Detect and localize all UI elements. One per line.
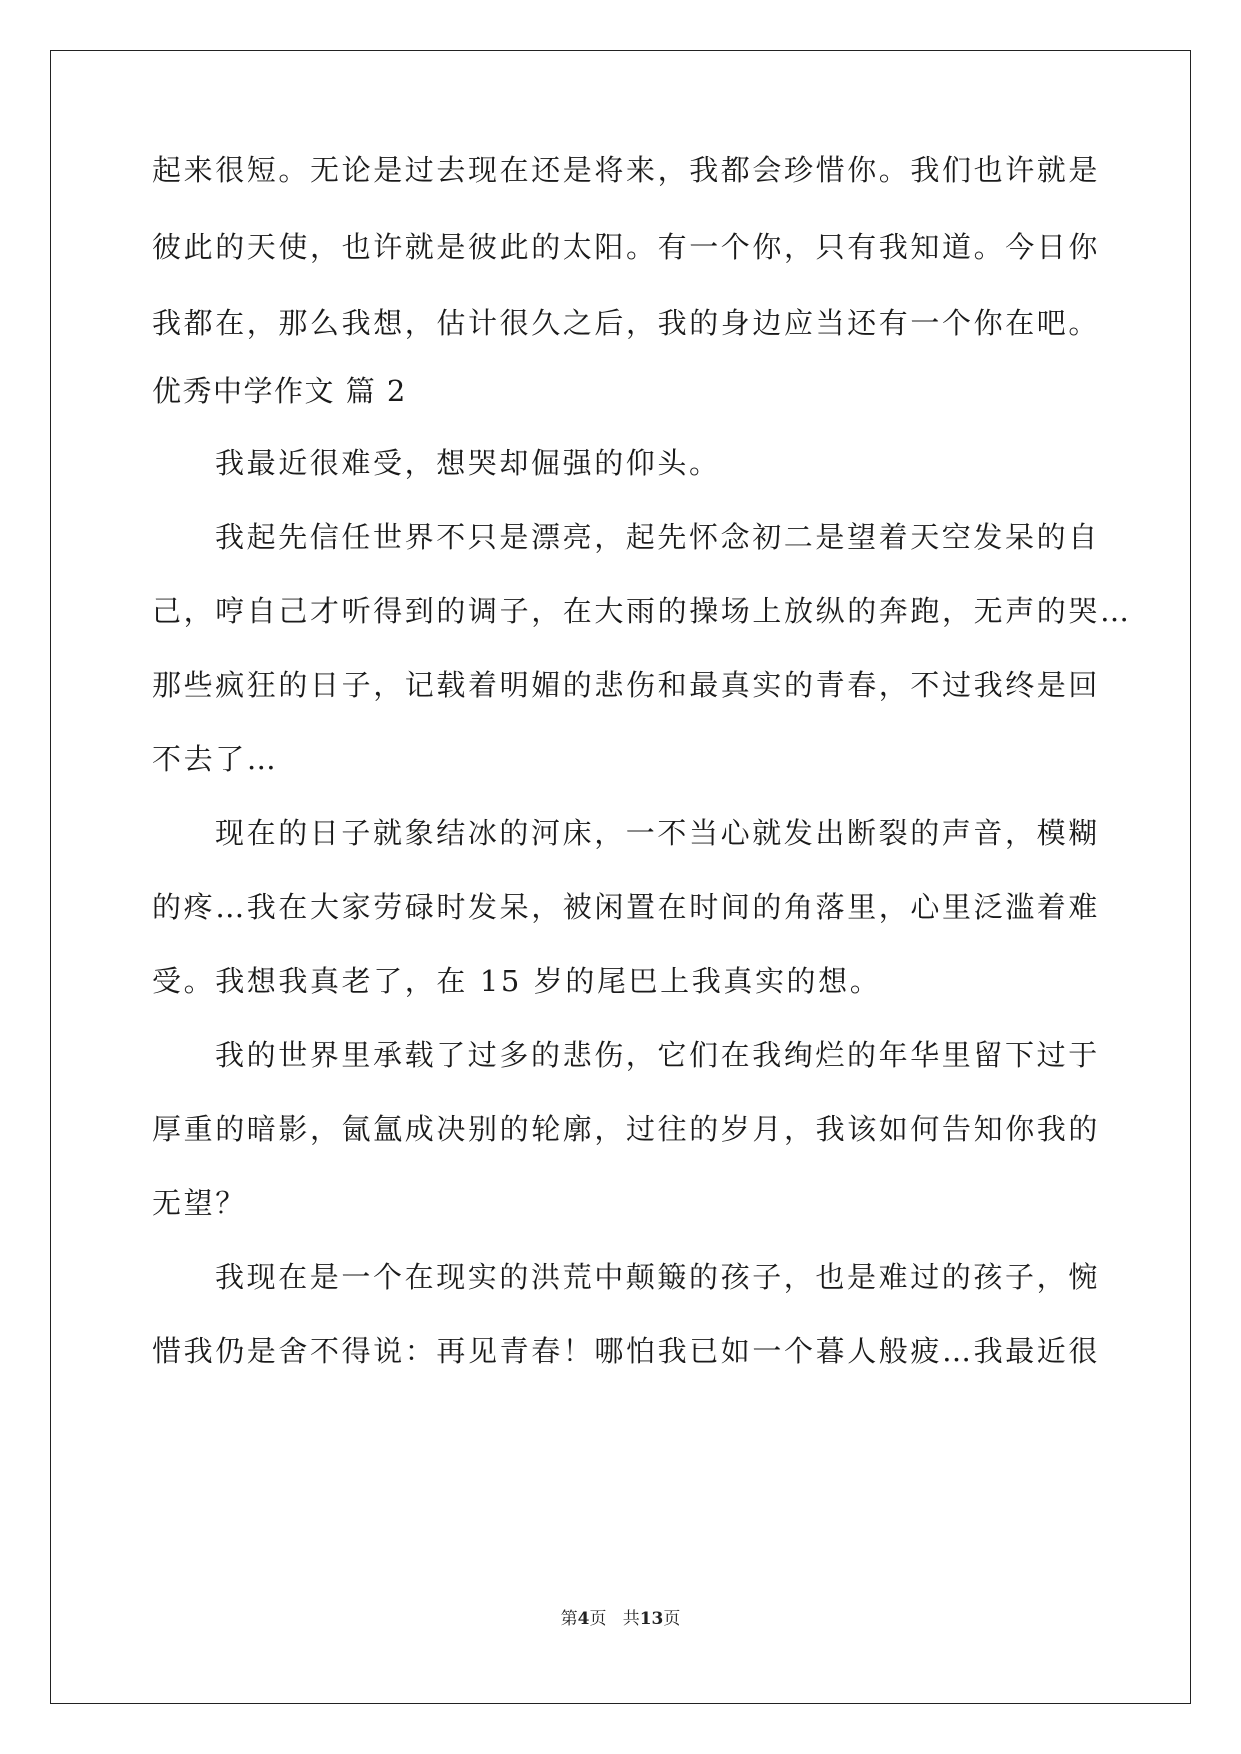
body-line: 那些疯狂的日子，记载着明媚的悲伤和最真实的青春，不过我终是回 [152,668,1101,702]
footer-prefix: 第 [560,1609,578,1629]
body-line: 起来很短。无论是过去现在还是将来，我都会珍惜你。我们也许就是 [152,153,1101,187]
current-page-number: 4 [577,1609,590,1629]
body-line: 无望？ [152,1186,247,1220]
section-heading: 优秀中学作文 篇 2 [152,374,407,408]
body-line: 彼此的天使，也许就是彼此的太阳。有一个你，只有我知道。今日你 [152,230,1101,264]
page-border [50,50,1191,1704]
body-line: 受。我想我真老了，在 15 岁的尾巴上我真实的想。 [152,964,882,998]
body-line: 不去了… [152,742,279,776]
footer-total-suffix: 页 [663,1609,681,1629]
page-number-footer [0,1604,1241,1629]
body-line: 惜我仍是舍不得说：再见青春！哪怕我已如一个暮人般疲…我最近很 [152,1334,1101,1368]
paragraph-first-line: 我现在是一个在现实的洪荒中颠簸的孩子，也是难过的孩子，惋 [215,1260,1100,1294]
body-line: 的疼…我在大家劳碌时发呆，被闲置在时间的角落里，心里泛滥着难 [152,890,1101,924]
total-page-count: 13 [639,1609,664,1629]
footer-page-suffix: 页 [589,1609,607,1629]
body-line: 己，哼自己才听得到的调子，在大雨的操场上放纵的奔跑，无声的哭… [152,594,1132,628]
body-line: 我都在，那么我想，估计很久之后，我的身边应当还有一个你在吧。 [152,306,1101,340]
paragraph-first-line: 我的世界里承载了过多的悲伤，它们在我绚烂的年华里留下过于 [215,1038,1100,1072]
paragraph-first-line: 现在的日子就象结冰的河床，一不当心就发出断裂的声音，模糊 [215,816,1100,850]
paragraph-first-line: 我最近很难受，想哭却倔强的仰头。 [215,446,721,480]
paragraph-first-line: 我起先信任世界不只是漂亮，起先怀念初二是望着天空发呆的自 [215,520,1100,554]
body-line: 厚重的暗影，氤氲成决别的轮廓，过往的岁月，我该如何告知你我的 [152,1112,1101,1146]
footer-total-prefix: 共 [622,1609,640,1629]
